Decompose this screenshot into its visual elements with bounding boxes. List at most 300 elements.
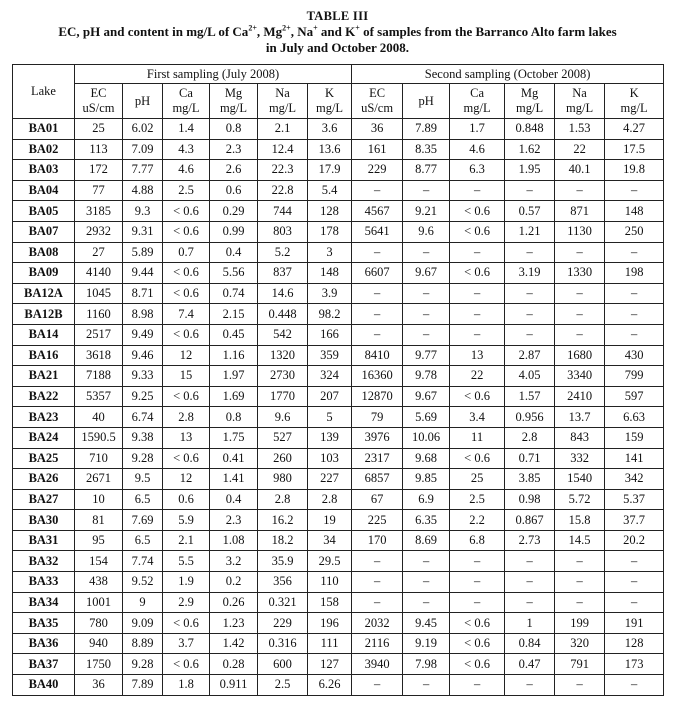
lake-name-cell: BA37 [13,654,75,675]
column-header [123,84,163,119]
value-cell: 2.73 [505,530,555,551]
value-cell: 27 [75,242,123,263]
value-cell: 7.89 [403,119,450,140]
value-cell: 4.27 [605,119,664,140]
value-cell: 9.67 [403,263,450,284]
column-header [308,84,352,119]
value-cell: 0.7 [163,242,210,263]
value-cell: 1750 [75,654,123,675]
column-header-name: Na [572,86,587,100]
value-cell: 11 [450,427,505,448]
value-cell: 14.5 [555,530,605,551]
value-cell: 1045 [75,283,123,304]
value-cell: 0.98 [505,489,555,510]
value-cell: 170 [352,530,403,551]
value-cell: 1.4 [163,119,210,140]
lake-name-cell: BA33 [13,572,75,593]
value-cell: 1590.5 [75,427,123,448]
column-header-unit: mg/L [172,101,200,115]
column-header-name: Mg [520,86,539,100]
lake-name-cell: BA27 [13,489,75,510]
value-cell: 127 [308,654,352,675]
table-row [13,160,664,181]
value-cell: 2.87 [505,345,555,366]
value-cell: 0.26 [210,592,258,613]
value-cell: 13 [450,345,505,366]
value-cell: 940 [75,633,123,654]
value-cell: – [352,592,403,613]
lake-name-cell: BA32 [13,551,75,572]
value-cell: 18.2 [258,530,308,551]
value-cell: – [605,551,664,572]
value-cell: 0.321 [258,592,308,613]
value-cell: 40.1 [555,160,605,181]
value-cell: 320 [555,633,605,654]
table-row [13,304,664,325]
column-header-unit: mg/L [219,101,248,115]
value-cell: 2.5 [163,180,210,201]
value-cell: 198 [605,263,664,284]
value-cell: 527 [258,427,308,448]
value-cell: 7.98 [403,654,450,675]
lake-name-cell: BA14 [13,324,75,345]
table-row [13,592,664,613]
value-cell: 6607 [352,263,403,284]
value-cell: 843 [555,427,605,448]
value-cell: 7.74 [123,551,163,572]
value-cell: 260 [258,448,308,469]
value-cell: 111 [308,633,352,654]
value-cell: 3618 [75,345,123,366]
value-cell: 1540 [555,469,605,490]
column-header [450,84,505,119]
value-cell: 791 [555,654,605,675]
value-cell: 103 [308,448,352,469]
value-cell: 0.6 [210,180,258,201]
value-cell: 3.7 [163,633,210,654]
value-cell: 0.99 [210,221,258,242]
value-cell: 1.41 [210,469,258,490]
value-cell: 6.35 [403,510,450,531]
value-cell: – [403,572,450,593]
column-header-name: Na [275,86,290,100]
value-cell: 158 [308,592,352,613]
column-header [403,84,450,119]
value-cell: 25 [450,469,505,490]
value-cell: 3.2 [210,551,258,572]
value-cell: 2.8 [505,427,555,448]
value-cell: < 0.6 [163,201,210,222]
value-cell: – [555,180,605,201]
lake-name-cell: BA16 [13,345,75,366]
value-cell: – [352,242,403,263]
value-cell: 1.9 [163,572,210,593]
lake-name-cell: BA34 [13,592,75,613]
value-cell: < 0.6 [163,263,210,284]
table-row [13,633,664,654]
value-cell: 159 [605,427,664,448]
lake-name-cell: BA22 [13,386,75,407]
value-cell: 166 [308,324,352,345]
value-cell: 13 [163,427,210,448]
table-caption [0,0,675,56]
value-cell: 12.4 [258,139,308,160]
column-header-name: pH [418,93,434,108]
value-cell: 9.6 [258,407,308,428]
value-cell: 22 [555,139,605,160]
table-row [13,489,664,510]
value-cell: < 0.6 [450,201,505,222]
value-cell: 9.28 [123,654,163,675]
value-cell: < 0.6 [450,633,505,654]
value-cell: 9.68 [403,448,450,469]
lake-name-cell: BA23 [13,407,75,428]
value-cell: 871 [555,201,605,222]
value-cell: – [450,304,505,325]
value-cell: 29.5 [308,551,352,572]
value-cell: 3340 [555,366,605,387]
lake-name-cell: BA08 [13,242,75,263]
table-row [13,675,664,696]
value-cell: 9.5 [123,469,163,490]
value-cell: 2.2 [450,510,505,531]
value-cell: 3185 [75,201,123,222]
value-cell: 5357 [75,386,123,407]
value-cell: 40 [75,407,123,428]
value-cell: 5.72 [555,489,605,510]
value-cell: 19 [308,510,352,531]
table-row [13,221,664,242]
value-cell: – [555,675,605,696]
value-cell: 9.67 [403,386,450,407]
table-row [13,551,664,572]
value-cell: 7.89 [123,675,163,696]
value-cell: 5.89 [123,242,163,263]
value-cell: 744 [258,201,308,222]
value-cell: 36 [75,675,123,696]
value-cell: 154 [75,551,123,572]
value-cell: 0.4 [210,489,258,510]
value-cell: 128 [308,201,352,222]
value-cell: 0.316 [258,633,308,654]
value-cell: 225 [352,510,403,531]
value-cell: < 0.6 [450,448,505,469]
table-row [13,654,664,675]
column-header [605,84,664,119]
value-cell: – [403,551,450,572]
value-cell: 229 [258,613,308,634]
value-cell: 1160 [75,304,123,325]
value-cell: – [555,551,605,572]
value-cell: 17.5 [605,139,664,160]
value-cell: 9.28 [123,448,163,469]
value-cell: 438 [75,572,123,593]
value-cell: – [450,551,505,572]
column-header-row [13,84,664,119]
value-cell: < 0.6 [450,386,505,407]
value-cell: 0.956 [505,407,555,428]
value-cell: 2.8 [163,407,210,428]
value-cell: 3.19 [505,263,555,284]
value-cell: < 0.6 [450,263,505,284]
table-row [13,427,664,448]
value-cell: 1.95 [505,160,555,181]
lake-name-cell: BA07 [13,221,75,242]
value-cell: 5.37 [605,489,664,510]
column-header-name: Ca [179,86,193,100]
value-cell: 2.8 [258,489,308,510]
value-cell: 0.71 [505,448,555,469]
value-cell: 35.9 [258,551,308,572]
value-cell: – [505,283,555,304]
value-cell: 799 [605,366,664,387]
column-header-name: EC [90,86,107,100]
value-cell: – [555,592,605,613]
second-sampling-header: Second sampling (October 2008) [352,65,664,84]
table-row [13,324,664,345]
value-cell: – [450,180,505,201]
value-cell: – [352,551,403,572]
value-cell: 2.15 [210,304,258,325]
first-sampling-header: First sampling (July 2008) [75,65,352,84]
value-cell: – [450,675,505,696]
value-cell: – [605,304,664,325]
value-cell: 4.05 [505,366,555,387]
column-header-name: Mg [224,86,243,100]
value-cell: – [450,572,505,593]
value-cell: 2932 [75,221,123,242]
value-cell: 2410 [555,386,605,407]
lake-column-header: Lake [13,65,75,119]
value-cell: 3.85 [505,469,555,490]
value-cell: 2.3 [210,510,258,531]
value-cell: 542 [258,324,308,345]
value-cell: 1330 [555,263,605,284]
value-cell: 5.69 [403,407,450,428]
value-cell: – [555,283,605,304]
value-cell: 3 [308,242,352,263]
value-cell: 2032 [352,613,403,634]
value-cell: 4140 [75,263,123,284]
value-cell: 0.84 [505,633,555,654]
value-cell: 9.33 [123,366,163,387]
value-cell: 1.23 [210,613,258,634]
column-header [163,84,210,119]
value-cell: 0.57 [505,201,555,222]
value-cell: 0.8 [210,119,258,140]
value-cell: 8.69 [403,530,450,551]
value-cell: 9.77 [403,345,450,366]
value-cell: 597 [605,386,664,407]
table-row [13,613,664,634]
lake-name-cell: BA40 [13,675,75,696]
value-cell: 79 [352,407,403,428]
value-cell: 9.49 [123,324,163,345]
value-cell: 2.9 [163,592,210,613]
value-cell: 1.7 [450,119,505,140]
value-cell: 1.69 [210,386,258,407]
table-title: EC, pH and content in mg/L of $Ca^{2+}$, $Mg^{2+}$, Na+ and K+ of samples from the Barranco Alto farm lakes [58,23,617,39]
value-cell: 207 [308,386,352,407]
value-cell: 3.9 [308,283,352,304]
value-cell: – [352,324,403,345]
value-cell: < 0.6 [450,221,505,242]
value-cell: 5.4 [308,180,352,201]
value-cell: – [605,180,664,201]
value-cell: 148 [605,201,664,222]
value-cell: 113 [75,139,123,160]
column-header-unit: mg/L [516,101,544,115]
value-cell: 7.77 [123,160,163,181]
value-cell: 10.06 [403,427,450,448]
value-cell: 178 [308,221,352,242]
value-cell: 4567 [352,201,403,222]
value-cell: 8.98 [123,304,163,325]
value-cell: 7188 [75,366,123,387]
value-cell: 0.911 [210,675,258,696]
value-cell: 430 [605,345,664,366]
value-cell: 6.02 [123,119,163,140]
column-header [505,84,555,119]
value-cell: 7.69 [123,510,163,531]
column-header [75,84,123,119]
value-cell: – [505,242,555,263]
lake-name-cell: BA01 [13,119,75,140]
value-cell: 9.3 [123,201,163,222]
value-cell: 81 [75,510,123,531]
column-header-name: Ca [470,86,485,100]
column-header [555,84,605,119]
value-cell: 3940 [352,654,403,675]
value-cell: 1.75 [210,427,258,448]
value-cell: 1.62 [505,139,555,160]
value-cell: 4.6 [450,139,505,160]
column-header [258,84,308,119]
value-cell: 0.6 [163,489,210,510]
value-cell: 161 [352,139,403,160]
value-cell: 172 [75,160,123,181]
value-cell: 0.867 [505,510,555,531]
value-cell: – [352,572,403,593]
value-cell: 9.46 [123,345,163,366]
value-cell: 2317 [352,448,403,469]
table-row [13,242,664,263]
value-cell: 2116 [352,633,403,654]
value-cell: 2.3 [210,139,258,160]
table-body [13,119,664,696]
lake-name-cell: BA30 [13,510,75,531]
value-cell: 17.9 [308,160,352,181]
value-cell: 803 [258,221,308,242]
value-cell: 6.9 [403,489,450,510]
value-cell: – [403,324,450,345]
value-cell: 1.21 [505,221,555,242]
value-cell: – [450,592,505,613]
lake-name-cell: BA02 [13,139,75,160]
table-row [13,407,664,428]
value-cell: – [605,675,664,696]
value-cell: 2.1 [258,119,308,140]
lake-name-cell: BA36 [13,633,75,654]
value-cell: – [505,324,555,345]
value-cell: 12870 [352,386,403,407]
value-cell: 8.89 [123,633,163,654]
value-cell: 0.28 [210,654,258,675]
value-cell: 1.08 [210,530,258,551]
value-cell: 0.74 [210,283,258,304]
lake-name-cell: BA21 [13,366,75,387]
value-cell: 0.47 [505,654,555,675]
value-cell: 16.2 [258,510,308,531]
lake-name-cell: BA25 [13,448,75,469]
value-cell: 22 [450,366,505,387]
value-cell: 1770 [258,386,308,407]
value-cell: 4.88 [123,180,163,201]
column-header [210,84,258,119]
value-cell: 14.6 [258,283,308,304]
value-cell: – [352,283,403,304]
value-cell: < 0.6 [450,654,505,675]
value-cell: 9.09 [123,613,163,634]
value-cell: 5641 [352,221,403,242]
value-cell: < 0.6 [450,613,505,634]
value-cell: 7.09 [123,139,163,160]
value-cell: – [450,242,505,263]
value-cell: 3.6 [308,119,352,140]
value-cell: 8.77 [403,160,450,181]
value-cell: 98.2 [308,304,352,325]
value-cell: < 0.6 [163,448,210,469]
value-cell: 5.56 [210,263,258,284]
column-header-unit: uS/cm [82,101,115,115]
value-cell: – [352,304,403,325]
value-cell: 5 [308,407,352,428]
value-cell: 359 [308,345,352,366]
value-cell: 2.5 [258,675,308,696]
value-cell: 2.6 [210,160,258,181]
value-cell: – [403,304,450,325]
value-cell: 7.4 [163,304,210,325]
value-cell: 9 [123,592,163,613]
table-label: TABLE III [306,9,369,23]
value-cell: 3.4 [450,407,505,428]
value-cell: 710 [75,448,123,469]
value-cell: 0.41 [210,448,258,469]
value-cell: 148 [308,263,352,284]
table-row [13,530,664,551]
value-cell: – [505,572,555,593]
column-header-unit: mg/L [315,101,344,115]
value-cell: 12 [163,469,210,490]
value-cell: 780 [75,613,123,634]
value-cell: 5.5 [163,551,210,572]
value-cell: – [555,324,605,345]
lake-name-cell: BA05 [13,201,75,222]
value-cell: 2730 [258,366,308,387]
value-cell: 6.74 [123,407,163,428]
value-cell: 9.45 [403,613,450,634]
value-cell: 20.2 [605,530,664,551]
value-cell: 9.52 [123,572,163,593]
value-cell: 199 [555,613,605,634]
value-cell: 22.3 [258,160,308,181]
table-row [13,448,664,469]
table-row [13,180,664,201]
value-cell: – [352,180,403,201]
lake-name-cell: BA31 [13,530,75,551]
value-cell: 9.38 [123,427,163,448]
value-cell: 0.45 [210,324,258,345]
